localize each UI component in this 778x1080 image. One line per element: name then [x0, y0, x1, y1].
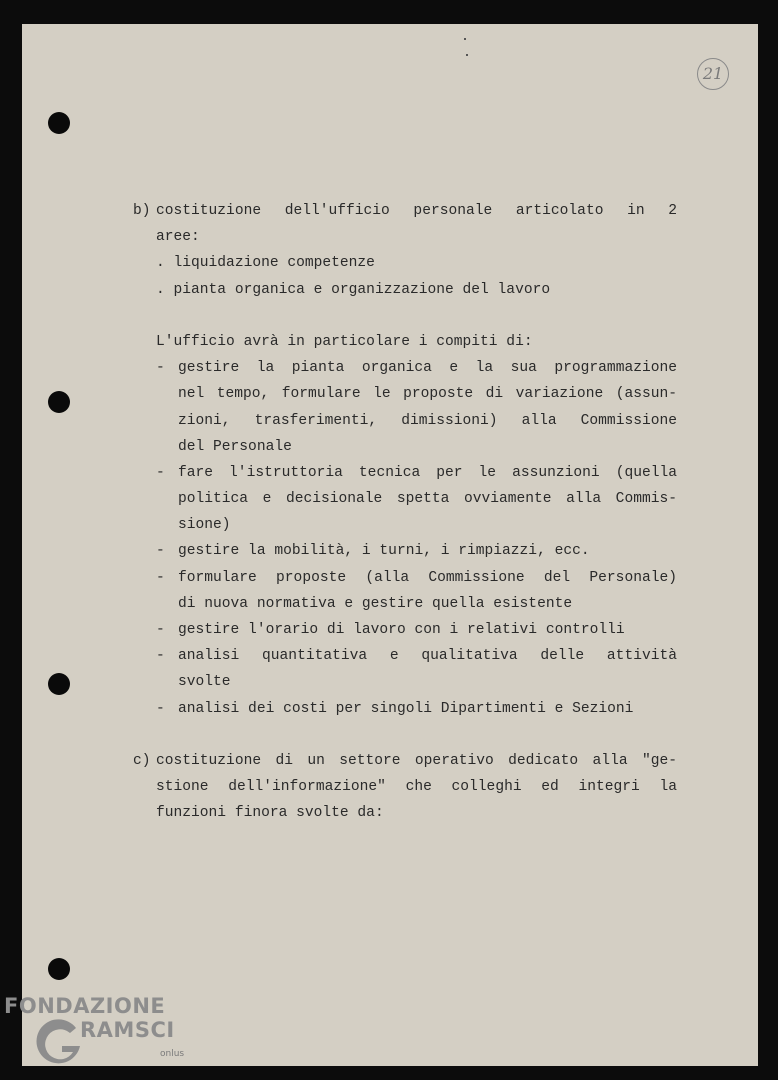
watermark-logo [4, 994, 204, 1074]
watermark-suffix: onlus [160, 1049, 185, 1059]
task-text: fare l'istruttoria tecnica per le assunzioni (quella [178, 464, 677, 481]
task-line [133, 669, 677, 695]
area-item: . pianta organica e organizzazione del lavoro [156, 281, 551, 298]
task-text: del Personale [178, 438, 292, 455]
punch-hole [48, 673, 70, 695]
text-line: funzioni finora svolte da: [156, 805, 384, 822]
document-body [133, 198, 677, 827]
dash-bullet: - [156, 569, 165, 586]
task-line [133, 565, 677, 591]
task-text: sione) [178, 517, 231, 534]
task-line [133, 643, 677, 669]
text-line: costituzione dell'ufficio personale articolato in 2 [156, 203, 677, 219]
speck [464, 38, 466, 40]
task-text: gestire la pianta organica e la sua programmazione [178, 360, 677, 377]
task-line [133, 617, 677, 643]
watermark-text: FONDAZIONE [4, 994, 166, 1018]
dash-bullet [156, 381, 178, 407]
dash-bullet [156, 669, 178, 695]
punch-hole [48, 112, 70, 134]
text-line: stione dell'informazione" che colleghi ed integri la [156, 779, 677, 796]
text-line: aree: [156, 229, 200, 246]
handwritten-page-number: 21 [697, 58, 729, 90]
task-text: formulare proposte (alla Commissione del Personale) [178, 569, 677, 586]
task-line [133, 434, 677, 460]
section-b-heading [133, 198, 677, 224]
task-text: zioni, trasferimenti, dimissioni) alla Commissione [178, 412, 677, 429]
task-text: politica e decisionale spetta ovviamente alla Commis- [178, 491, 677, 508]
task-text: analisi dei costi per singoli Dipartimenti e Sezioni [178, 700, 634, 717]
punch-hole [48, 391, 70, 413]
task-text: gestire la mobilità, i turni, i rimpiazzi, ecc. [178, 543, 590, 560]
dash-bullet [156, 591, 178, 617]
dash-bullet: - [156, 700, 165, 717]
task-line [133, 486, 677, 512]
task-text: nel tempo, formulare le proposte di variazione (assun- [178, 386, 677, 403]
watermark-text: RAMSCI [80, 1018, 175, 1042]
section-c-heading [133, 748, 677, 774]
dash-bullet: - [156, 543, 165, 560]
task-line [133, 538, 677, 564]
dash-bullet [156, 486, 178, 512]
dash-bullet: - [156, 464, 165, 481]
punch-hole [48, 958, 70, 980]
dash-bullet [156, 512, 178, 538]
task-line [133, 696, 677, 722]
task-text: svolte [178, 674, 231, 691]
task-text: analisi quantitativa e qualitativa delle attività [178, 648, 677, 665]
task-line [133, 591, 677, 617]
section-label: b) [133, 203, 151, 219]
task-line [133, 355, 677, 381]
task-line [133, 381, 677, 407]
intro-line: L'ufficio avrà in particolare i compiti di: [156, 333, 533, 350]
dash-bullet [156, 434, 178, 460]
dash-bullet: - [156, 648, 165, 665]
text-line: costituzione di un settore operativo dedicato alla "ge- [156, 752, 677, 769]
task-line [133, 408, 677, 434]
dash-bullet: - [156, 360, 165, 377]
dash-bullet [156, 408, 178, 434]
dash-bullet: - [156, 622, 165, 639]
task-line [133, 460, 677, 486]
speck [466, 54, 468, 56]
task-list [133, 355, 677, 722]
section-label: c) [133, 752, 151, 769]
area-item: . liquidazione competenze [156, 255, 375, 272]
task-text: gestire l'orario di lavoro con i relativi controlli [178, 622, 625, 639]
task-line [133, 512, 677, 538]
task-text: di nuova normativa e gestire quella esistente [178, 595, 573, 612]
